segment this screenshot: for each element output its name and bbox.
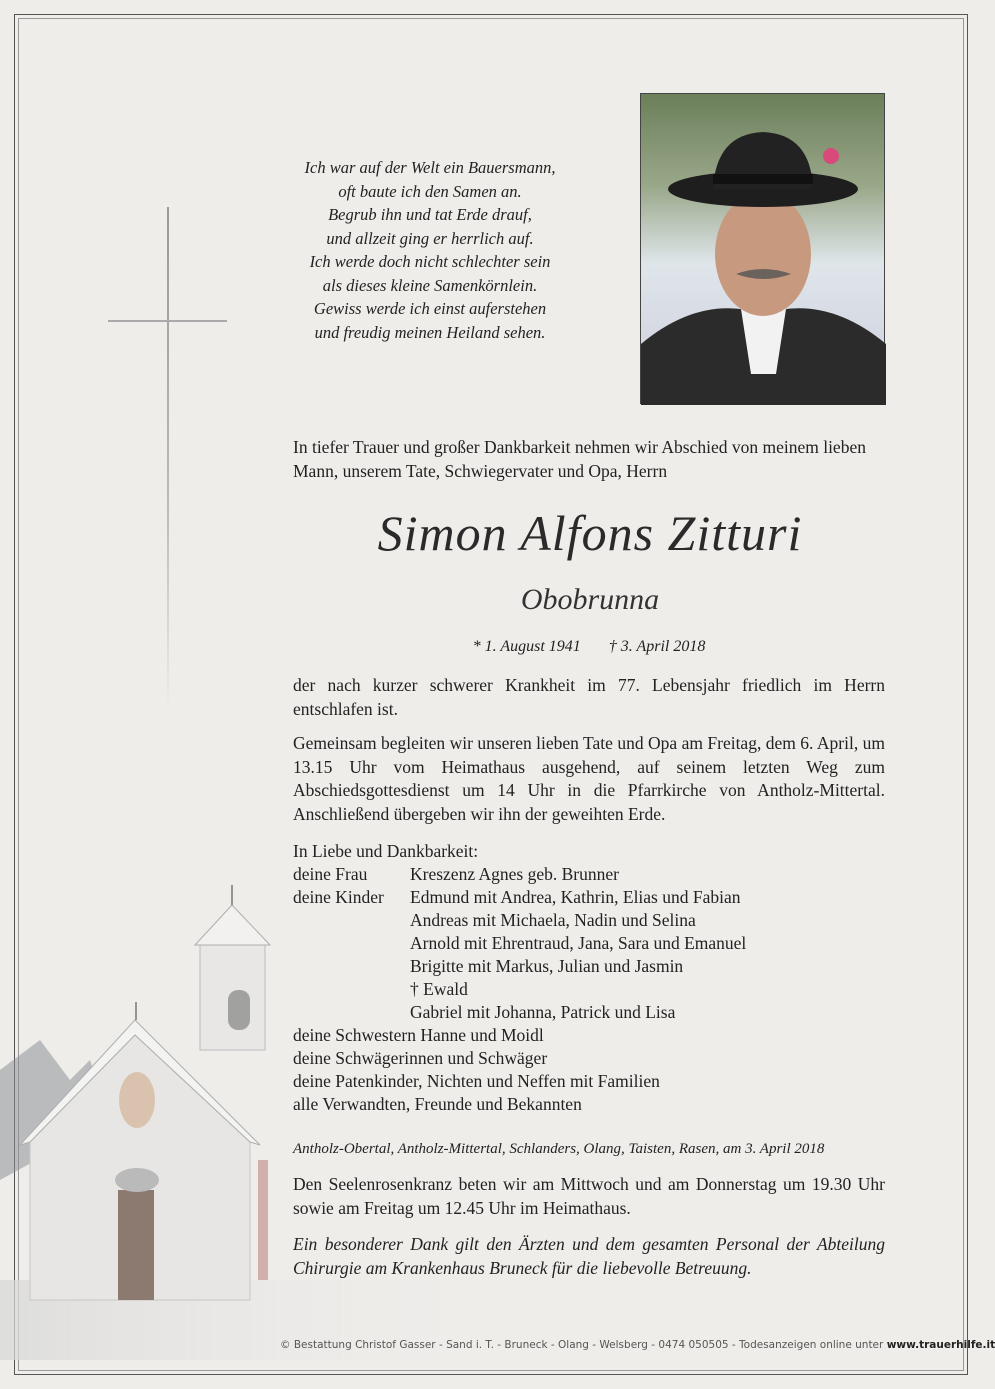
thanks-text: Ein besonderer Dank gilt den Ärzten und dem gesamten Personal der Abteilung Chirurgie am Krankenhaus Bruneck für die liebevolle Betreuung. bbox=[293, 1234, 885, 1278]
portrait-photo bbox=[640, 93, 885, 404]
relation: deine Frau bbox=[293, 864, 368, 884]
cross-vertical bbox=[167, 207, 169, 713]
names: Kreszenz Agnes geb. Brunner bbox=[410, 864, 619, 884]
poem-line: und allzeit ging er herrlich auf. bbox=[326, 228, 534, 248]
family-other: deine Schwestern Hanne und Moidl bbox=[293, 1025, 544, 1045]
family-list bbox=[293, 840, 885, 1116]
names: Brigitte mit Markus, Julian und Jasmin bbox=[410, 956, 684, 976]
relation bbox=[293, 1001, 410, 1024]
names: Arnold mit Ehrentraud, Jana, Sara und Emanuel bbox=[410, 933, 747, 953]
family-other: deine Schwägerinnen und Schwäger bbox=[293, 1048, 548, 1068]
paragraph: Gemeinsam begleiten wir unseren lieben Tate und Opa am Freitag, dem 6. April, um 13.15 Uhr vom Heimathaus ausgehend, auf seinem letzten Weg zum Abschiedsgottesdienst um 14 Uhr in die Pfarrkirche von Antholz-Mittertal. Anschließend übergeben wir ihn der geweihten Erde. bbox=[293, 733, 885, 824]
family-row bbox=[293, 863, 885, 886]
family-row bbox=[293, 955, 885, 978]
relation bbox=[293, 955, 410, 978]
family-row bbox=[293, 932, 885, 955]
paragraph: der nach kurzer schwerer Krankheit im 77. Lebensjahr friedlich im Herrn entschlafen ist. bbox=[293, 675, 885, 719]
poem-line: Gewiss werde ich einst auferstehen bbox=[313, 299, 547, 318]
poem-line: Ich werde doch nicht schlechter sein bbox=[309, 252, 551, 271]
death-date: † 3. April 2018 bbox=[608, 638, 706, 655]
relation: deine Kinder bbox=[293, 887, 384, 907]
relation bbox=[293, 932, 410, 955]
family-row bbox=[293, 978, 885, 1001]
footer-text: © Bestattung Christof Gasser - Sand i. T. - Bruneck - Olang - Welsberg - 0474 050505 - Todesanzeigen online unter bbox=[280, 1339, 887, 1351]
family-row bbox=[293, 1001, 885, 1024]
poem bbox=[260, 156, 600, 344]
intro-text: In tiefer Trauer und großer Dankbarkeit nehmen wir Abschied von meinem lieben Mann, unserem Tate, Schwiegervater und Opa, Herrn bbox=[293, 437, 866, 481]
relation bbox=[293, 909, 410, 932]
footer-link[interactable]: www.trauerhilfe.it bbox=[886, 1339, 995, 1351]
home-name: Obobrunna bbox=[520, 583, 660, 616]
family-other: alle Verwandten, Freunde und Bekannten bbox=[293, 1094, 582, 1114]
birth-date: * 1. August 1941 bbox=[472, 638, 581, 655]
poem-line: Begrub ihn und tat Erde drauf, bbox=[328, 205, 532, 224]
poem-line: und freudig meinen Heiland sehen. bbox=[314, 322, 546, 342]
family-row bbox=[293, 909, 885, 932]
names: Edmund mit Andrea, Kathrin, Elias und Fabian bbox=[410, 887, 741, 907]
family-heading: In Liebe und Dankbarkeit: bbox=[293, 841, 479, 861]
family-row bbox=[293, 886, 885, 909]
family-other: deine Patenkinder, Nichten und Neffen mit Familien bbox=[293, 1071, 660, 1091]
poem-line: als dieses kleine Samenkörnlein. bbox=[322, 275, 538, 295]
cross-horizontal bbox=[108, 320, 227, 322]
announcement-body bbox=[293, 674, 885, 837]
names: † Ewald bbox=[410, 979, 468, 999]
rosary-text: Den Seelenrosenkranz beten wir am Mittwoch und am Donnerstag um 19.30 Uhr sowie am Freitag um 12.45 Uhr im Heimathaus. bbox=[293, 1174, 885, 1218]
life-dates bbox=[293, 638, 885, 656]
deceased-name: Simon Alfons Zitturi bbox=[377, 505, 803, 561]
names: Gabriel mit Johanna, Patrick und Lisa bbox=[410, 1002, 676, 1022]
places-date: Antholz-Obertal, Antholz-Mittertal, Schlanders, Olang, Taisten, Rasen, am 3. April 2018 bbox=[293, 1141, 825, 1157]
poem-line: oft baute ich den Samen an. bbox=[338, 181, 522, 201]
footer bbox=[280, 1339, 995, 1351]
poem-line: Ich war auf der Welt ein Bauersmann, bbox=[304, 158, 556, 177]
relation bbox=[293, 978, 410, 1001]
names: Andreas mit Michaela, Nadin und Selina bbox=[410, 910, 696, 930]
